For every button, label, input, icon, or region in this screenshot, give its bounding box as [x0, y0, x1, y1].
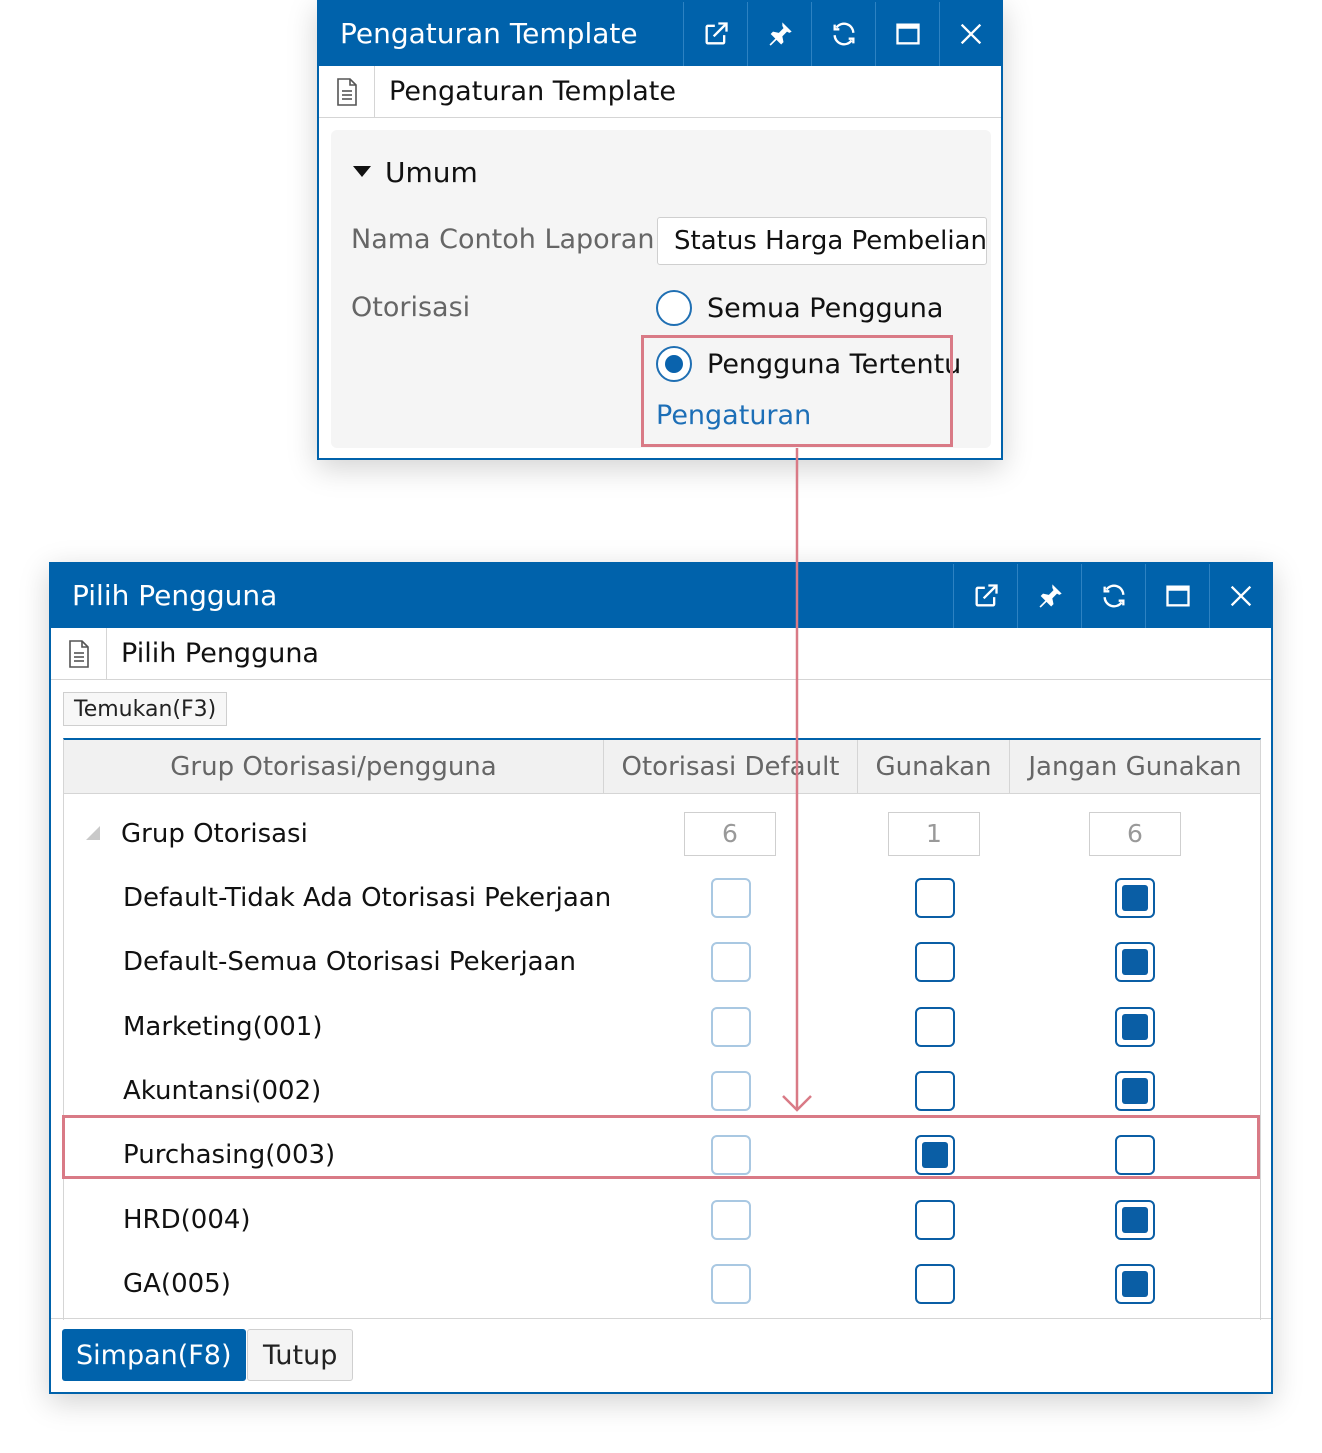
column-header-group: Grup Otorisasi/pengguna — [64, 740, 604, 794]
group-row[interactable] — [64, 802, 1260, 866]
caret-down-icon — [353, 166, 371, 177]
document-icon — [68, 640, 90, 668]
table-row[interactable] — [64, 995, 1260, 1059]
pin-button[interactable] — [1017, 564, 1081, 628]
sub-header-title: Pengaturan Template — [389, 76, 676, 107]
checkbox-not-use[interactable] — [1115, 1071, 1155, 1111]
row-name: GA(005) — [123, 1268, 231, 1299]
table-row[interactable] — [64, 1123, 1260, 1187]
save-button[interactable]: Simpan(F8) — [62, 1329, 246, 1381]
checkbox-use[interactable] — [915, 1264, 955, 1304]
table-row[interactable] — [64, 1188, 1260, 1252]
pin-icon — [766, 20, 794, 48]
close-icon — [1227, 582, 1255, 610]
count-use: 1 — [888, 812, 980, 856]
section-title: Umum — [385, 156, 478, 189]
close-icon — [957, 20, 985, 48]
radio-all-users-label: Semua Pengguna — [707, 292, 944, 324]
checkbox-not-use[interactable] — [1115, 1007, 1155, 1047]
group-label: Grup Otorisasi — [121, 819, 308, 849]
checkbox-default — [711, 1007, 751, 1047]
template-settings-window — [317, 0, 1003, 460]
window-title: Pilih Pengguna — [72, 579, 278, 612]
find-button[interactable]: Temukan(F3) — [63, 692, 227, 726]
refresh-button[interactable] — [1081, 564, 1145, 628]
checkbox-default — [711, 942, 751, 982]
sub-header — [319, 66, 1001, 118]
pin-icon — [1036, 582, 1064, 610]
checkbox-use[interactable] — [915, 1135, 955, 1175]
maximize-icon — [894, 20, 922, 48]
popout-button[interactable] — [683, 2, 747, 66]
close-dialog-button[interactable]: Tutup — [247, 1329, 353, 1381]
radio-specific-users-label: Pengguna Tertentu — [707, 348, 962, 380]
maximize-button[interactable] — [1145, 564, 1209, 628]
section-toggle-general[interactable] — [353, 156, 478, 189]
row-name: Purchasing(003) — [123, 1140, 336, 1171]
radio-specific-users-circle[interactable] — [656, 346, 692, 382]
authorization-label: Otorisasi — [351, 292, 471, 323]
sub-header-title: Pilih Pengguna — [121, 638, 319, 669]
document-icon — [336, 78, 358, 106]
checkbox-use[interactable] — [915, 1071, 955, 1111]
checkbox-not-use[interactable] — [1115, 942, 1155, 982]
close-button[interactable] — [939, 2, 1001, 66]
checkbox-use[interactable] — [915, 1200, 955, 1240]
checkbox-use[interactable] — [915, 1007, 955, 1047]
checkbox-not-use[interactable] — [1115, 1264, 1155, 1304]
checkbox-not-use[interactable] — [1115, 1135, 1155, 1175]
count-not-use: 6 — [1089, 812, 1181, 856]
table-row[interactable] — [64, 930, 1260, 994]
column-header-not-use: Jangan Gunakan — [1028, 752, 1242, 782]
title-bar — [319, 2, 1001, 66]
external-link-icon — [702, 20, 730, 48]
footer — [51, 1318, 1271, 1392]
radio-specific-users[interactable] — [656, 346, 961, 382]
document-icon-box — [51, 628, 107, 680]
pin-button[interactable] — [747, 2, 811, 66]
sub-header — [51, 628, 1271, 680]
document-icon-box — [319, 66, 375, 118]
checkbox-use[interactable] — [915, 878, 955, 918]
checkbox-use[interactable] — [915, 942, 955, 982]
expand-triangle-icon[interactable] — [86, 826, 100, 840]
checkbox-default — [711, 1200, 751, 1240]
column-header-default: Otorisasi Default — [604, 740, 858, 794]
row-name: Default-Tidak Ada Otorisasi Pekerjaan — [123, 883, 612, 913]
table-row[interactable] — [64, 866, 1260, 930]
checkbox-default — [711, 1135, 751, 1175]
radio-all-users-circle[interactable] — [656, 290, 692, 326]
checkbox-not-use[interactable] — [1115, 1200, 1155, 1240]
row-name: Marketing(001) — [123, 1011, 323, 1042]
radio-all-users[interactable] — [656, 290, 943, 326]
maximize-icon — [1164, 582, 1192, 610]
close-button[interactable] — [1209, 564, 1271, 628]
popout-button[interactable] — [953, 564, 1017, 628]
refresh-icon — [830, 20, 858, 48]
row-name: Akuntansi(002) — [123, 1075, 322, 1106]
report-name-input[interactable] — [657, 217, 987, 265]
window-title: Pengaturan Template — [340, 17, 638, 50]
table-row[interactable] — [64, 1059, 1260, 1123]
row-name: HRD(004) — [123, 1204, 251, 1235]
select-users-window — [49, 562, 1273, 1394]
checkbox-not-use[interactable] — [1115, 878, 1155, 918]
external-link-icon — [972, 582, 1000, 610]
table-header — [64, 740, 1260, 794]
count-default: 6 — [684, 812, 776, 856]
table-row[interactable] — [64, 1252, 1260, 1316]
refresh-button[interactable] — [811, 2, 875, 66]
general-section-panel — [331, 130, 991, 448]
checkbox-default — [711, 1264, 751, 1304]
report-name-label: Nama Contoh Laporan — [351, 224, 655, 255]
row-name: Default-Semua Otorisasi Pekerjaan — [123, 947, 577, 978]
maximize-button[interactable] — [875, 2, 939, 66]
title-bar — [51, 564, 1271, 628]
refresh-icon — [1100, 582, 1128, 610]
column-header-use: Gunakan — [858, 740, 1010, 794]
checkbox-default — [711, 878, 751, 918]
checkbox-default — [711, 1071, 751, 1111]
users-table — [63, 738, 1261, 1320]
settings-link[interactable]: Pengaturan — [656, 400, 812, 431]
